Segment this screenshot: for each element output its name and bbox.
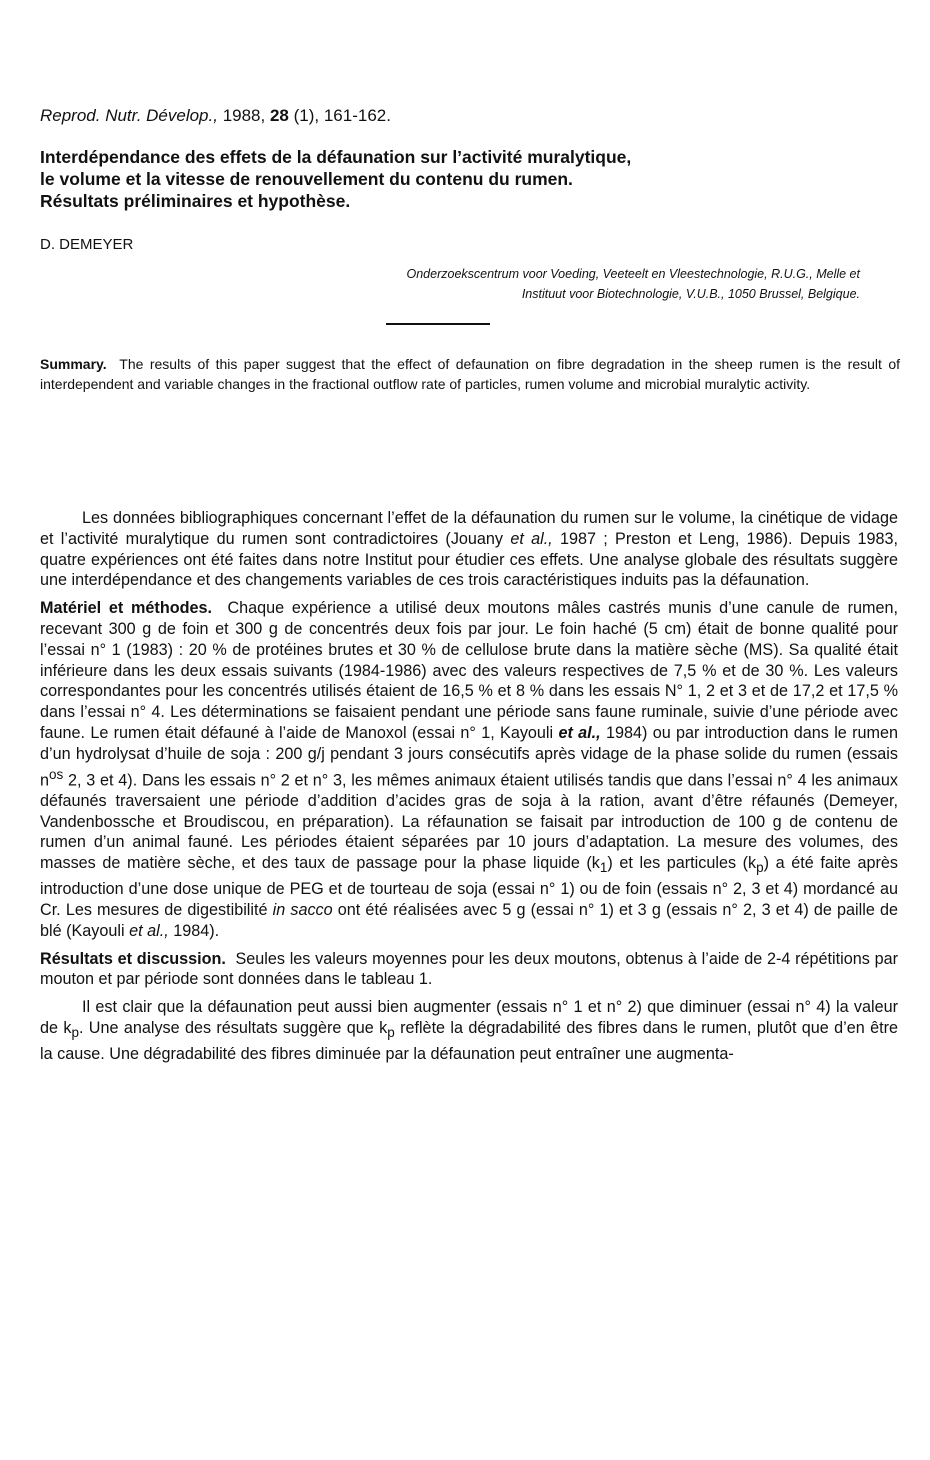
methods-heading: Matériel et méthodes.	[40, 599, 212, 618]
methods-text-cont: ont été réalisées avec 5 g (essai n° 1) et 3 g (essais n° 2, 3 et 4) de paille de blé (Kayouli	[40, 900, 898, 940]
methods-text-cont: 1984).	[173, 921, 220, 940]
discussion-subscript: p	[387, 1025, 395, 1041]
results-paragraph	[40, 949, 898, 991]
methods-paragraph	[40, 598, 898, 941]
discussion-paragraph	[40, 997, 898, 1065]
title-line: Résultats préliminaires et hypothèse.	[40, 191, 351, 211]
article-body	[40, 508, 898, 1072]
journal-citation	[40, 106, 391, 126]
intro-text-cont: 1987 ; Preston et Leng, 1986). Depuis 1983, quatre expériences ont été faites dans notre Institut pour étudier ces effets. Une analyse globale des résultats suggère une interdépendance et des changements variables de ces trois caractéristiques induits pas la défaunation.	[40, 529, 898, 590]
affiliation-line: Onderzoekscentrum voor Voeding, Veeteelt en Vleestechnologie, R.U.G., Melle et	[406, 267, 860, 281]
summary-heading: Summary.	[40, 356, 107, 372]
results-text: Seules les valeurs moyennes pour les deux moutons, obtenus à l’aide de 2-4 répétitions par mouton et par période sont données dans le tableau 1.	[40, 949, 899, 989]
methods-subscript: p	[756, 860, 764, 876]
summary-block	[40, 354, 900, 394]
intro-text: Les données bibliographiques concernant l’effet de la défaunation du rumen sur le volume, la cinétique de vidage et l’activité muralytique du rumen sont contradictoires (Jouany	[40, 509, 898, 548]
title-separator-rule	[386, 323, 490, 325]
methods-in-sacco: in sacco	[272, 900, 333, 919]
methods-text-cont: ) a été faite après introduction d’une dose unique de PEG et de tourteau de soja (essai n° 1) ou de foin (essais n° 2, 3 et 4) mordancé au Cr. Les mesures de digestibilité	[40, 854, 899, 919]
journal-volume: 28	[269, 106, 289, 125]
methods-text-cont: 1984) ou par introduction dans le rumen d’un hydrolysat d’huile de soja : 200 g/j pendant 3 jours consécutifs après vidage de la phase solide du rumen (essais n	[40, 723, 899, 789]
methods-text-cont: 2, 3 et 4). Dans les essais n° 2 et n° 3, les mêmes animaux étaient utilisés tandis que dans l’essai n° 4 les animaux défaunés traversaient une période d’addition d’acides gras de soja à la ration, avant d’être réfaunés (Demeyer, Vandenbossche et Broudiscou, en préparation). La réfaunation se faisait par introduction de 100 g de contenu de rumen d’un animal fauné. Les périodes étaient séparées par 10 jours d’adaptation. La mesure des volumes, des masses de matière sèche, et des taux de passage pour la phase liquide (k	[40, 770, 898, 873]
intro-paragraph	[40, 508, 898, 591]
title-line: le volume et la vitesse de renouvellement du contenu du rumen.	[40, 169, 573, 189]
methods-text-cont: ) et les particules (k	[607, 854, 757, 873]
author-name: D. DEMEYER	[40, 236, 134, 253]
methods-superscript: os	[49, 766, 64, 782]
methods-etal: et al.,	[558, 723, 601, 742]
article-title	[40, 146, 900, 212]
title-line: Interdépendance des effets de la défaunation sur l’activité muralytique,	[40, 147, 632, 167]
results-heading: Résultats et discussion.	[40, 949, 226, 968]
discussion-subscript: p	[71, 1025, 79, 1041]
methods-subscript: 1	[599, 860, 608, 876]
discussion-text-cont: reflète la dégradabilité des fibres dans le rumen, plutôt que d’en être la cause. Une dégradabilité des fibres diminuée par la défaunation peut entraîner une augmenta-	[40, 1018, 898, 1063]
discussion-text: Il est clair que la défaunation peut aussi bien augmenter (essais n° 1 et n° 2) que diminuer (essai n° 4) la valeur de k	[40, 998, 898, 1037]
author-affiliation	[160, 264, 860, 304]
journal-issue-pages: (1), 161-162.	[293, 106, 391, 125]
discussion-text-cont: . Une analyse des résultats suggère que k	[78, 1018, 388, 1037]
summary-text: The results of this paper suggest that the effect of defaunation on fibre degradation in the sheep rumen is the result of interdependent and variable changes in the fractional outflow rate of particles, rumen volume and microbial muralytic activity.	[40, 356, 900, 392]
journal-year: 1988,	[222, 106, 266, 125]
journal-name: Reprod. Nutr. Dévelop.,	[40, 106, 218, 125]
affiliation-line: Instituut voor Biotechnologie, V.U.B., 1050 Brussel, Belgique.	[521, 287, 860, 301]
methods-text: Chaque expérience a utilisé deux moutons mâles castrés munis d’une canule de rumen, recevant 300 g de foin et 300 g de concentrés deux fois par jour. Le foin haché (5 cm) était de bonne qualité pour l’essai n° 1 (1983) : 20 % de protéines brutes et 30 % de cellulose brute dans la matière sèche (MS). Sa qualité était inférieure dans les deux essais suivants (1984-1986) avec des valeurs respectives de 7,5 % et de 30 %. Les valeurs correspondantes pour les concentrés utilisés étaient de 16,5 % et 8 % dans les essais N° 1, 2 et 3 et de 17,2 et 17,5 % dans l’essai n° 4. Les déterminations se faisaient pendant une période sans faune ruminale, suivie d’une période avec faune. Le rumen était défauné à l’aide de Manoxol (essai n° 1, Kayouli	[40, 599, 899, 742]
intro-etal: et al.,	[510, 529, 553, 548]
methods-etal: et al.,	[129, 921, 169, 940]
